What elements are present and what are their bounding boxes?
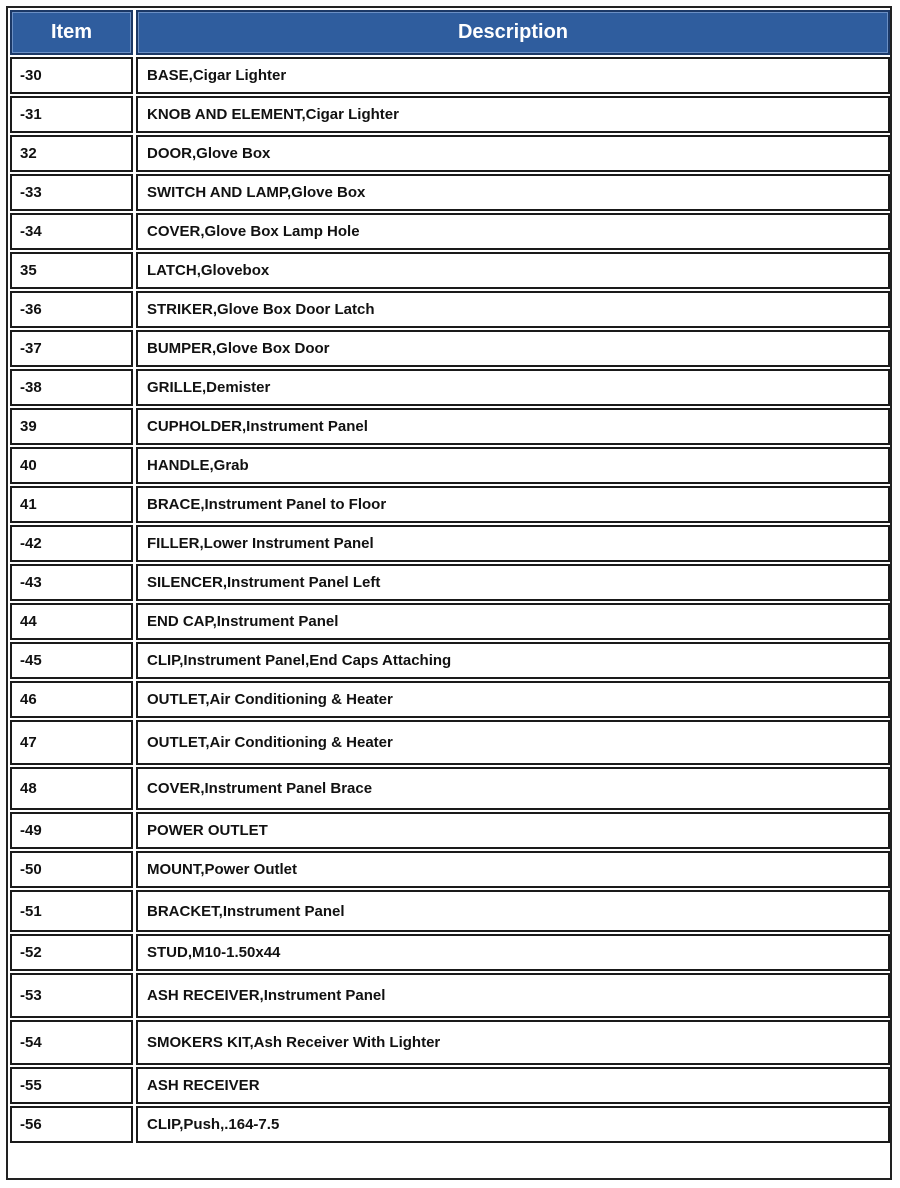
table-row <box>10 642 890 679</box>
description-cell: ASH RECEIVER,Instrument Panel <box>136 973 890 1018</box>
item-column-header: Item <box>10 10 133 55</box>
description-cell: POWER OUTLET <box>136 812 890 849</box>
item-number-cell: -55 <box>10 1067 133 1104</box>
table-row <box>10 934 890 971</box>
table-row <box>10 96 890 133</box>
table-row <box>10 812 890 849</box>
table-row <box>10 57 890 94</box>
description-cell: BASE,Cigar Lighter <box>136 57 890 94</box>
item-number-cell: -45 <box>10 642 133 679</box>
item-number-cell: 41 <box>10 486 133 523</box>
table-row <box>10 447 890 484</box>
table-row <box>10 486 890 523</box>
item-number-cell: 39 <box>10 408 133 445</box>
table-row <box>10 767 890 810</box>
table-row <box>10 408 890 445</box>
table-row <box>10 252 890 289</box>
item-number-cell: -42 <box>10 525 133 562</box>
item-number-cell: -52 <box>10 934 133 971</box>
item-number-cell: -50 <box>10 851 133 888</box>
description-cell: DOOR,Glove Box <box>136 135 890 172</box>
header-row <box>10 10 890 55</box>
item-number-cell: -34 <box>10 213 133 250</box>
table-row <box>10 973 890 1018</box>
item-number-cell: -56 <box>10 1106 133 1143</box>
description-cell: BUMPER,Glove Box Door <box>136 330 890 367</box>
item-number-cell: -49 <box>10 812 133 849</box>
item-number-cell: 48 <box>10 767 133 810</box>
description-cell: MOUNT,Power Outlet <box>136 851 890 888</box>
table-row <box>10 291 890 328</box>
parts-table <box>10 10 890 1143</box>
description-cell: STUD,M10-1.50x44 <box>136 934 890 971</box>
item-number-cell: -33 <box>10 174 133 211</box>
description-cell: CUPHOLDER,Instrument Panel <box>136 408 890 445</box>
description-cell: OUTLET,Air Conditioning & Heater <box>136 720 890 765</box>
description-cell: SMOKERS KIT,Ash Receiver With Lighter <box>136 1020 890 1065</box>
table-row <box>10 603 890 640</box>
table-row <box>10 213 890 250</box>
item-number-cell: 46 <box>10 681 133 718</box>
item-number-cell: -38 <box>10 369 133 406</box>
item-number-cell: -53 <box>10 973 133 1018</box>
table-row <box>10 174 890 211</box>
description-cell: KNOB AND ELEMENT,Cigar Lighter <box>136 96 890 133</box>
description-cell: CLIP,Instrument Panel,End Caps Attaching <box>136 642 890 679</box>
description-cell: GRILLE,Demister <box>136 369 890 406</box>
description-cell: BRACKET,Instrument Panel <box>136 890 890 932</box>
description-cell: FILLER,Lower Instrument Panel <box>136 525 890 562</box>
table-row <box>10 890 890 932</box>
item-number-cell: 47 <box>10 720 133 765</box>
description-cell: SILENCER,Instrument Panel Left <box>136 564 890 601</box>
item-number-cell: 44 <box>10 603 133 640</box>
table-row <box>10 135 890 172</box>
table-row <box>10 369 890 406</box>
table-row <box>10 330 890 367</box>
description-cell: STRIKER,Glove Box Door Latch <box>136 291 890 328</box>
description-cell: CLIP,Push,.164-7.5 <box>136 1106 890 1143</box>
item-number-cell: -51 <box>10 890 133 932</box>
description-cell: LATCH,Glovebox <box>136 252 890 289</box>
item-number-cell: -43 <box>10 564 133 601</box>
item-number-cell: -36 <box>10 291 133 328</box>
table-row <box>10 720 890 765</box>
description-cell: COVER,Glove Box Lamp Hole <box>136 213 890 250</box>
item-number-cell: -30 <box>10 57 133 94</box>
item-number-cell: -54 <box>10 1020 133 1065</box>
table-row <box>10 1020 890 1065</box>
item-number-cell: 32 <box>10 135 133 172</box>
description-cell: HANDLE,Grab <box>136 447 890 484</box>
description-cell: BRACE,Instrument Panel to Floor <box>136 486 890 523</box>
description-cell: COVER,Instrument Panel Brace <box>136 767 890 810</box>
description-cell: OUTLET,Air Conditioning & Heater <box>136 681 890 718</box>
item-number-cell: 40 <box>10 447 133 484</box>
item-number-cell: -31 <box>10 96 133 133</box>
table-row <box>10 1067 890 1104</box>
table-body <box>10 55 890 1143</box>
table-row <box>10 564 890 601</box>
table-row <box>10 525 890 562</box>
description-column-header: Description <box>136 10 890 55</box>
description-cell: ASH RECEIVER <box>136 1067 890 1104</box>
description-cell: SWITCH AND LAMP,Glove Box <box>136 174 890 211</box>
description-cell: END CAP,Instrument Panel <box>136 603 890 640</box>
item-number-cell: -37 <box>10 330 133 367</box>
table-row <box>10 1106 890 1143</box>
table-row <box>10 851 890 888</box>
table-row <box>10 681 890 718</box>
item-number-cell: 35 <box>10 252 133 289</box>
